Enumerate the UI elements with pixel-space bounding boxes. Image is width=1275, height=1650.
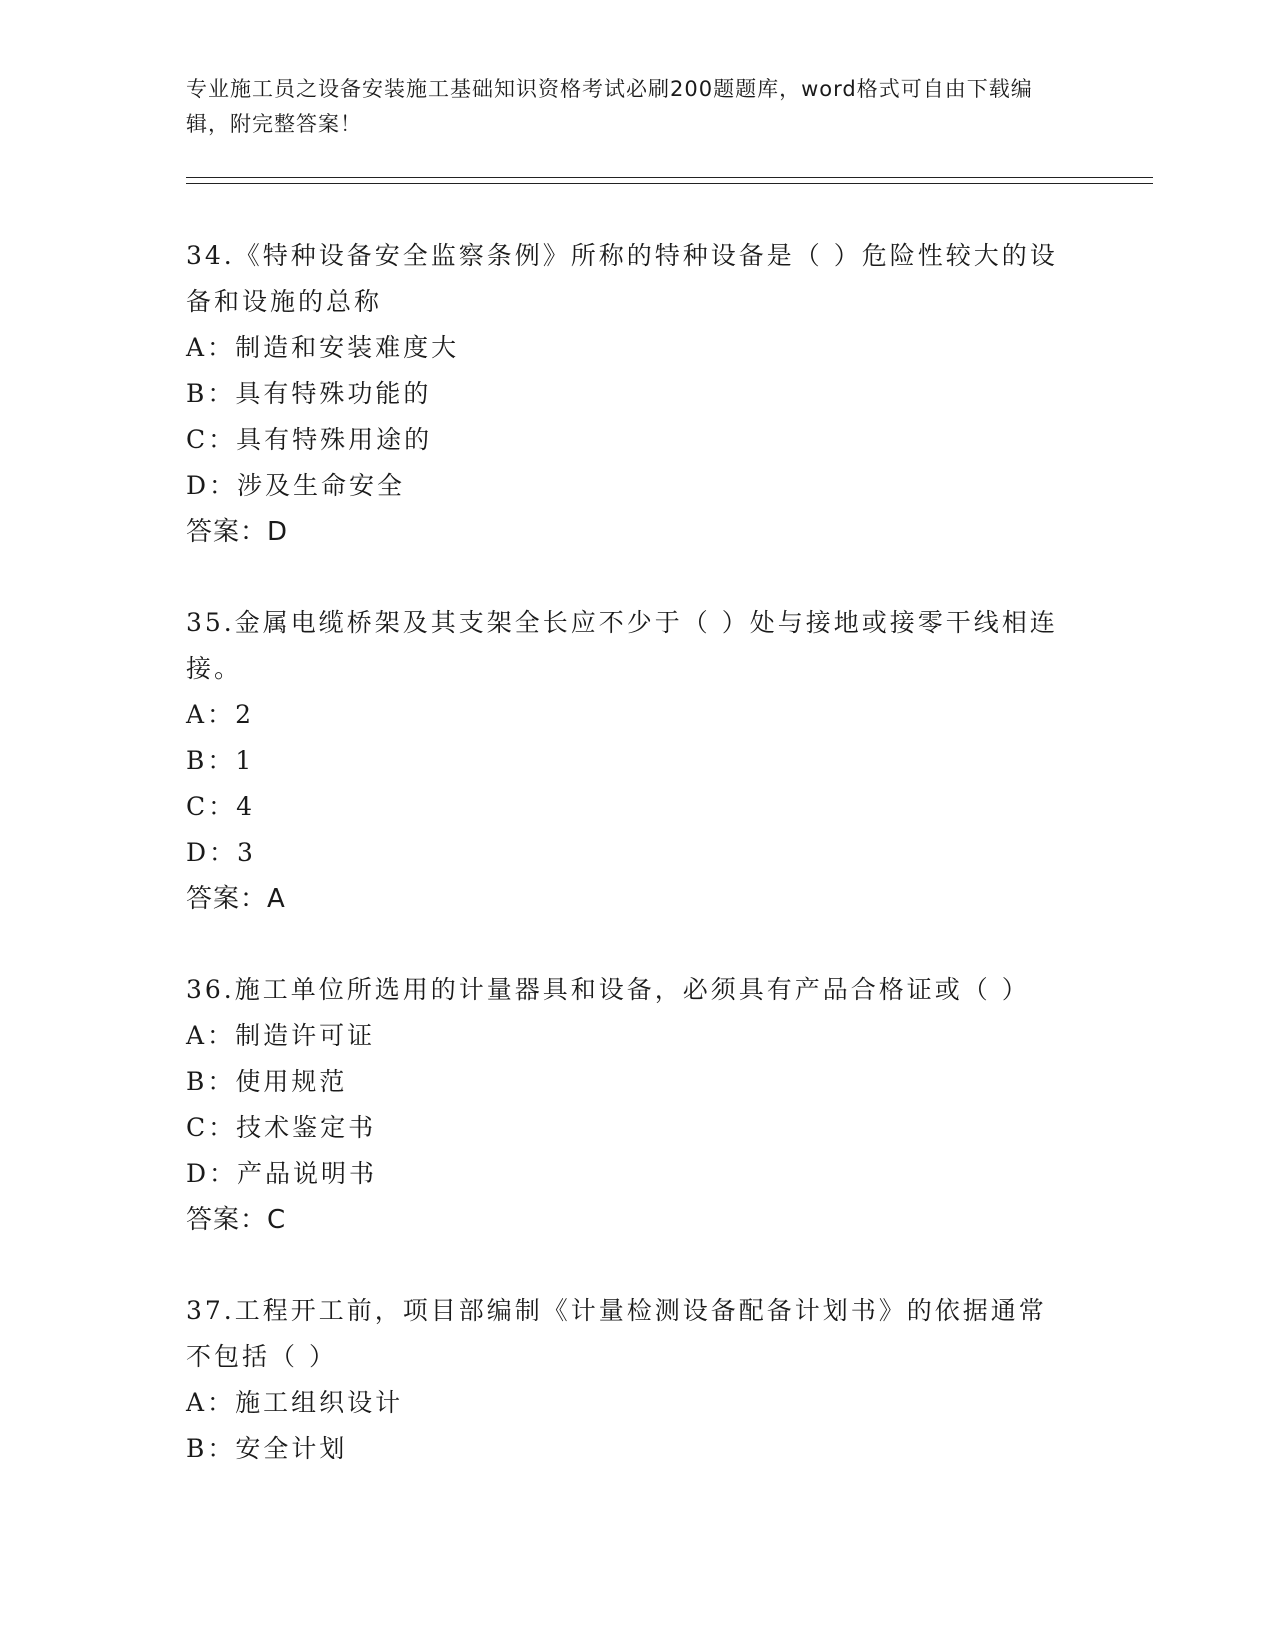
option-letter: D： xyxy=(186,838,238,867)
header-rule-top xyxy=(186,177,1153,178)
option-text: 4 xyxy=(236,792,256,821)
option-text: 施工组织设计 xyxy=(235,1388,404,1417)
option-a xyxy=(186,692,1086,738)
question-36 xyxy=(186,967,1086,1243)
question-list xyxy=(186,233,1086,1517)
option-letter: C： xyxy=(186,792,237,821)
option-text: 产品说明书 xyxy=(237,1159,378,1188)
option-c xyxy=(186,784,1086,830)
option-letter: A： xyxy=(186,1388,236,1417)
option-letter: B： xyxy=(186,1434,236,1463)
option-text: 制造许可证 xyxy=(235,1021,376,1050)
option-a xyxy=(186,1013,1086,1059)
option-text: 安全计划 xyxy=(235,1434,348,1463)
option-d xyxy=(186,1151,1086,1197)
question-text: 35.金属电缆桥架及其支架全长应不少于（ ）处与接地或接零干线相连接。 xyxy=(186,608,1058,683)
option-letter: A： xyxy=(186,1021,236,1050)
option-d xyxy=(186,830,1086,876)
question-text: 37.工程开工前，项目部编制《计量检测设备配备计划书》的依据通常不包括（ ） xyxy=(186,1296,1047,1371)
option-a xyxy=(186,325,1086,371)
option-text: 涉及生命安全 xyxy=(237,471,406,500)
answer-label: 答案：A xyxy=(186,884,286,914)
option-text: 具有特殊功能的 xyxy=(235,379,432,408)
question-text: 34.《特种设备安全监察条例》所称的特种设备是（ ）危险性较大的设备和设施的总称 xyxy=(186,241,1058,316)
question-34 xyxy=(186,233,1086,555)
option-letter: C： xyxy=(186,425,237,454)
option-letter: A： xyxy=(186,700,236,729)
option-text: 具有特殊用途的 xyxy=(236,425,433,454)
option-b xyxy=(186,738,1086,784)
option-letter: B： xyxy=(186,746,236,775)
option-letter: D： xyxy=(186,471,238,500)
option-b xyxy=(186,1059,1086,1105)
option-b xyxy=(186,1426,1086,1472)
option-b xyxy=(186,371,1086,417)
answer-label: 答案：C xyxy=(186,1205,287,1235)
option-letter: D： xyxy=(186,1159,238,1188)
header-rule-bottom xyxy=(186,183,1153,184)
question-text: 36.施工单位所选用的计量器具和设备，必须具有产品合格证或（ ） xyxy=(186,975,1030,1004)
option-text: 制造和安装难度大 xyxy=(235,333,460,362)
option-text: 3 xyxy=(237,838,256,867)
question-37 xyxy=(186,1288,1086,1472)
option-text: 2 xyxy=(235,700,254,729)
option-c xyxy=(186,1105,1086,1151)
option-c xyxy=(186,417,1086,463)
option-text: 1 xyxy=(235,746,255,775)
option-a xyxy=(186,1380,1086,1426)
option-letter: B： xyxy=(186,1067,236,1096)
document-intro: 专业施工员之设备安装施工基础知识资格考试必刷200题题库，word格式可自由下载编辑，附完整答案！ xyxy=(186,77,1033,136)
option-text: 使用规范 xyxy=(235,1067,348,1096)
option-letter: A： xyxy=(186,333,236,362)
option-letter: B： xyxy=(186,379,236,408)
option-text: 技术鉴定书 xyxy=(236,1113,377,1142)
answer-label: 答案：D xyxy=(186,517,289,547)
option-d xyxy=(186,463,1086,509)
question-35 xyxy=(186,600,1086,922)
option-letter: C： xyxy=(186,1113,237,1142)
